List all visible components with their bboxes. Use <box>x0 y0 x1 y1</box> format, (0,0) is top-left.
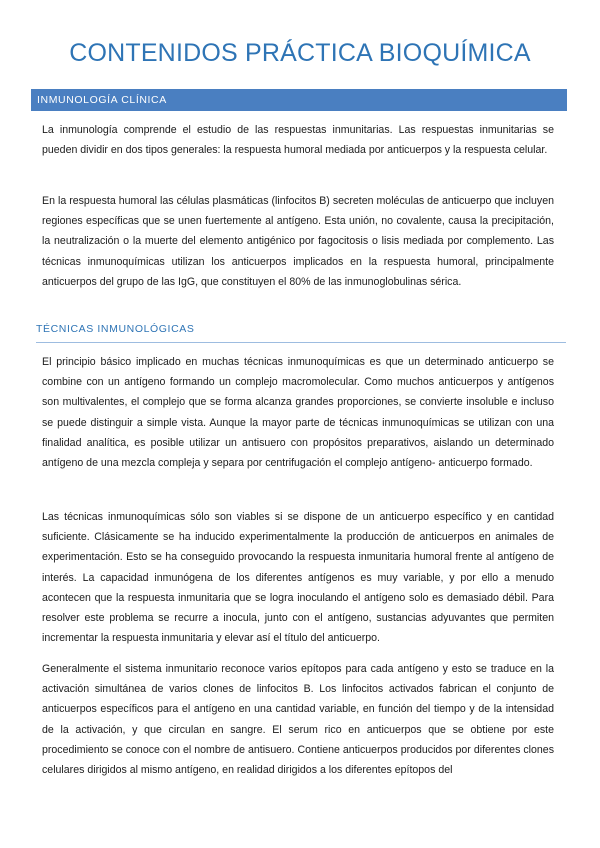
paragraph: Las técnicas inmunoquímicas sólo son viables si se dispone de un anticuerpo específico y en cantidad suficiente. Clásicamente se ha inducido experimentalmente la producción de anticuerpos en animales de experimentación. Esto se ha conseguido provocando la respuesta inmunitaria humoral frente al antígeno de interés. La capacidad inmunógena de los diferentes antígenos es muy variable, y por ello a menudo acontecen que la respuesta inmunitaria que se logra inoculando el antígeno solo es demasiado débil. Para resolver este problema se recurre a inocula, junto con el antígeno, sustancias adyuvantes que permiten incrementar la respuesta inmunitaria y elevar así el título del anticuerpo. <box>42 511 554 645</box>
document-title: CONTENIDOS PRÁCTICA BIOQUÍMICA <box>69 39 531 67</box>
section-heading-bar <box>31 89 567 111</box>
paragraph: Generalmente el sistema inmunitario reconoce varios epítopos para cada antígeno y esto se traduce en la activación simultánea de varios clones de linfocitos B. Los linfocitos activados fabrican el conjunto de anticuerpos específicos para el antígeno en una cantidad variable, en función del tiempo y de la intensidad de la activación, y que circulan en sangre. El serum rico en anticuerpos que se obtiene por este procedimiento se conoce con el nombre de antisuero. Contiene anticuerpos producidos por diferentes clones celulares dirigidos al mismo antígeno, en realidad dirigidos a los diferentes epítopos del <box>42 663 554 777</box>
section-heading-inmunologia: INMUNOLOGÍA CLÍNICA <box>37 94 167 106</box>
paragraph: En la respuesta humoral las células plasmáticas (linfocitos B) secreten moléculas de anticuerpo que incluyen regiones específicas que se unen fuertemente al antígeno. Esta unión, no covalente, causa la precipitación, la neutralización o la muerte del elemento antigénico por fagocitosis o lisis mediada por complemento. Las técnicas inmunoquímicas utilizan los anticuerpos implicados en la respuesta humoral, principalmente anticuerpos del grupo de las IgG, que constituyen el 80% de las inmunoglobulinas sérica. <box>42 195 554 288</box>
section-heading-tecnicas: TÉCNICAS INMUNOLÓGICAS <box>36 322 566 343</box>
paragraph: El principio básico implicado en muchas técnicas inmunoquímicas es que un determinado anticuerpo se combine con un antígeno formando un complejo macromolecular. Como muchos anticuerpos y antígenos son multivalentes, el complejo que se forma alcanza grandes proporciones, se convierte insoluble e incluso se puede distinguir a simple vista. Aunque la mayor parte de técnicas inmunoquímicas se utilizan con una finalidad analítica, es posible utilizar un antisuero con propósitos preparativos, aislando un determinado antígeno de una mezcla compleja y separa por centrifugación el complejo antígeno- anticuerpo formado. <box>42 356 554 470</box>
paragraph: La inmunología comprende el estudio de las respuestas inmunitarias. Las respuestas inmunitarias se pueden dividir en dos tipos generales: la respuesta humoral mediada por anticuerpos y la respuesta celular. <box>42 124 554 157</box>
